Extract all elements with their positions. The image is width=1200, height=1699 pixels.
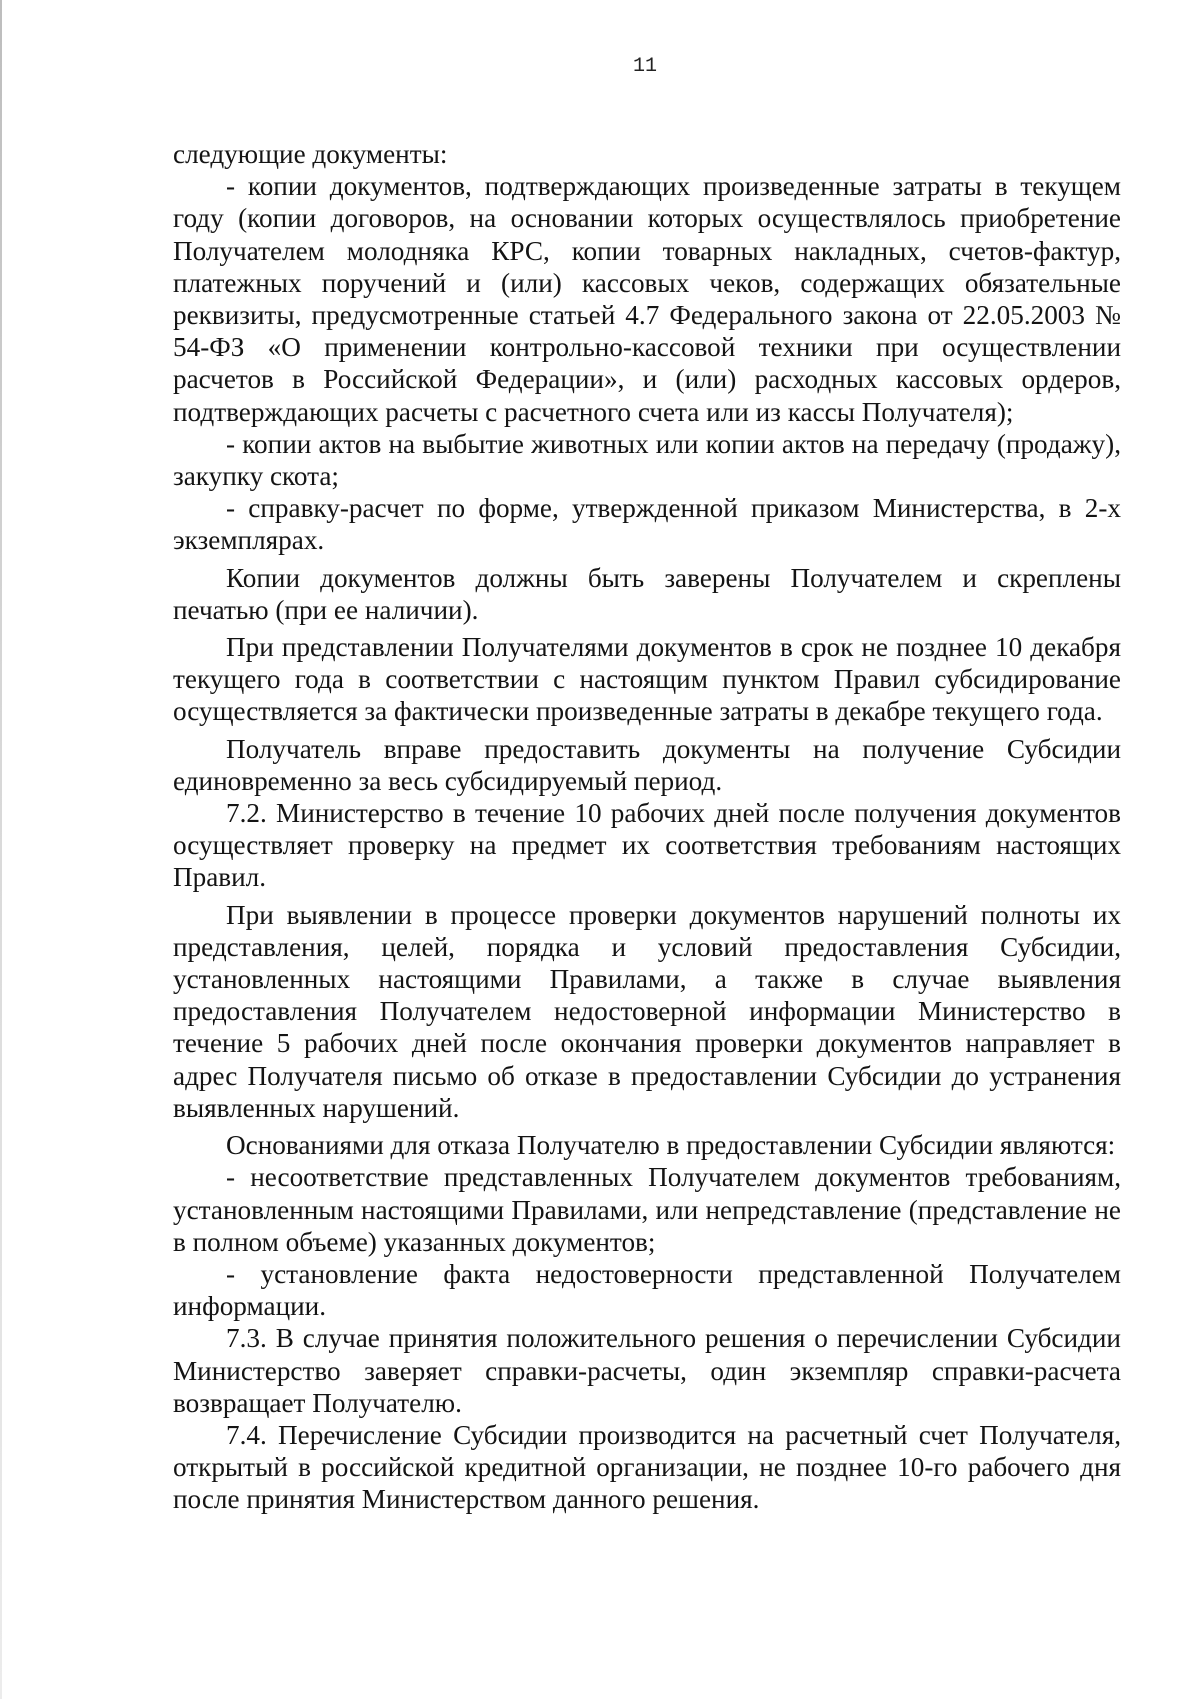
paragraph-refusal-grounds: Основаниями для отказа Получателю в предоставлении Субсидии являются: — [226, 1130, 1116, 1161]
paragraph-lump-sum: Получатель вправе предоставить документы на получение Субсидии единовременно за весь субсидируемый период. — [173, 733, 1121, 796]
paragraph-disposal-acts: - копии актов на выбытие животных или копии актов на передачу (продажу), закупку скота; — [173, 428, 1121, 492]
paragraph-calculation-certificate: - справку-расчет по форме, утвержденной приказом Министерства, в 2-х экземплярах. — [173, 493, 1121, 556]
paragraph-7-2: 7.2. Министерство в течение 10 рабочих дней после получения документов осуществляет проверку на предмет их соответствия требованиям настоящих Правил. — [173, 798, 1121, 893]
paragraph-unreliability: - установление факта недостоверности представленной Получателем информации. — [173, 1258, 1121, 1322]
paragraph-expense-copies: - копии документов, подтверждающих произведенные затраты в текущем году (копии договоров, на основании которых осуществлялось приобретение Получателем молодняка КРС, копии товарных накладных, счетов-фактур, платежных поручений и (или) кассовых чеков, содержащих обязательные реквизиты, предусмотренные статьей 4.7 Федерального закона от 22.05.2003 № 54-ФЗ «О применении контрольно-кассовой техники при осуществлении расчетов в Российской Федерации», и (или) расходных кассовых ордеров, подтверждающих расчеты с расчетного счета или из кассы Получателя); — [173, 171, 1121, 427]
paragraph-documents-intro: следующие документы: — [173, 139, 448, 169]
paragraph-certification: Копии документов должны быть заверены Получателем и скреплены печатью (при ее наличии). — [173, 562, 1121, 625]
paragraph-december-deadline: При представлении Получателями документов в срок не позднее 10 декабря текущего года в соответствии с настоящим пунктом Правил субсидирование осуществляется за фактически произведенные затраты в декабре текущего года. — [173, 632, 1121, 727]
paragraph-violations: При выявлении в процессе проверки документов нарушений полноты их представления, целей, порядка и условий предоставления Субсидии, установленных настоящими Правилами, а также в случае выявления предоставления Получателем недостоверной информации Министерство в течение 5 рабочих дней после окончания проверки документов направляет в адрес Получателя письмо об отказе в предоставлении Субсидии до устранения выявленных нарушений. — [173, 899, 1121, 1123]
scan-edge-line — [0, 0, 2, 1699]
page-number: 11 — [632, 55, 657, 78]
document-body — [173, 138, 1121, 1516]
paragraph-7-4: 7.4. Перечисление Субсидии производится на расчетный счет Получателя, открытый в российской кредитной организации, не позднее 10-го рабочего дня после принятия Министерством данного решения. — [173, 1419, 1121, 1515]
paragraph-nonconformity: - несоответствие представленных Получателем документов требованиям, установленным настоящими Правилами, или непредставление (представление не в полном объеме) указанных документов; — [173, 1162, 1121, 1257]
paragraph-7-3: 7.3. В случае принятия положительного решения о перечислении Субсидии Министерство заверяет справки-расчеты, один экземпляр справки-расчета возвращает Получателю. — [173, 1323, 1121, 1418]
